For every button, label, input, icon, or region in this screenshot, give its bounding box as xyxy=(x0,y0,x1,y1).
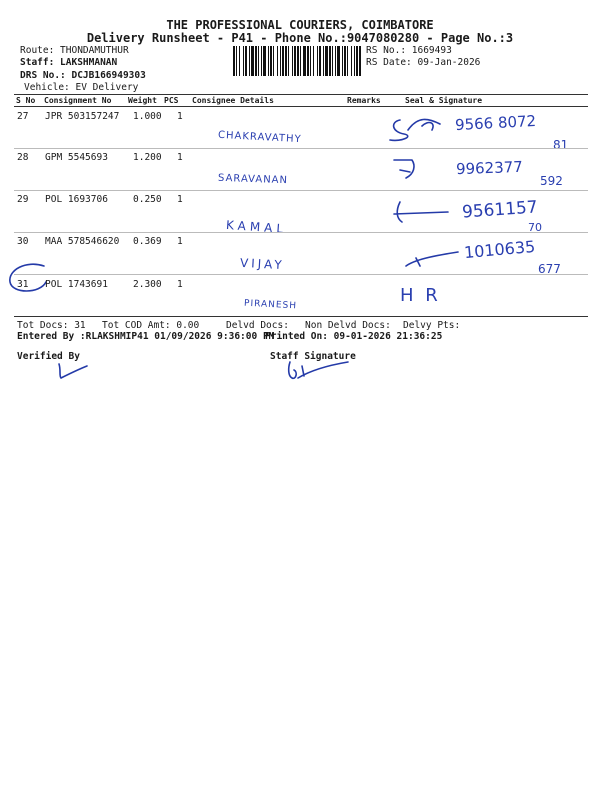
row-consignee-handwriting: PIRANESH xyxy=(243,298,298,312)
row-seal-handwriting-extra: 592 xyxy=(540,174,563,188)
verified-by-label: Verified By xyxy=(17,351,80,362)
footer-rule xyxy=(14,316,588,317)
row-pcs: 1 xyxy=(177,279,183,290)
row-seal-handwriting: 9962377 xyxy=(455,157,524,179)
row-seal-handwriting-extra: 70 xyxy=(528,221,542,234)
company-name: THE PROFESSIONAL COURIERS, COIMBATORE xyxy=(166,18,434,32)
row-pcs: 1 xyxy=(177,194,183,205)
col-remarks: Remarks xyxy=(347,96,381,105)
signature-icon xyxy=(392,198,452,228)
row-seal-handwriting: 9566 8072 xyxy=(454,111,537,135)
printed-on: Printed On: 09-01-2026 21:36:25 xyxy=(265,331,443,342)
rs-date: RS Date: 09-Jan-2026 xyxy=(366,57,481,68)
row-sno: 30 xyxy=(17,236,29,247)
staff: Staff: LAKSHMANAN xyxy=(20,57,118,68)
entered-by: Entered By :RLAKSHMIP41 01/09/2026 9:36:00 PM xyxy=(17,331,275,342)
vehicle: Vehicle: EV Delivery xyxy=(24,82,139,93)
row-divider xyxy=(14,190,588,191)
drs-number: DRS No.: DCJB166949303 xyxy=(20,70,146,81)
staff-signature-label: Staff Signature xyxy=(270,351,356,362)
row-divider xyxy=(14,232,588,233)
row-sno: 31 xyxy=(17,279,29,290)
row-sno: 27 xyxy=(17,111,29,122)
row-seal-handwriting: 1010635 xyxy=(463,236,536,263)
row-weight: 1.200 xyxy=(133,152,162,163)
row-consignment: POL 1743691 xyxy=(45,279,108,290)
header-bottom-rule xyxy=(14,106,588,107)
row-consignee-handwriting: KAMAL xyxy=(225,217,288,237)
row-pcs: 1 xyxy=(177,152,183,163)
row-consignee-handwriting: SARAVANAN xyxy=(217,172,289,187)
barcode-icon xyxy=(233,46,363,78)
row-weight: 1.000 xyxy=(133,111,162,122)
delivered-docs: Delvd Docs: xyxy=(226,320,289,331)
row-consignee-handwriting: CHAKRAVATHY xyxy=(217,129,302,146)
col-consignee: Consignee Details xyxy=(192,96,274,105)
non-delivered-docs: Non Delvd Docs: xyxy=(305,320,391,331)
row-divider xyxy=(14,148,588,149)
row-consignee-handwriting: VIJAY xyxy=(239,255,286,273)
verifier-signature-icon xyxy=(55,360,95,382)
route: Route: THONDAMUTHUR xyxy=(20,45,129,56)
row-consignment: POL 1693706 xyxy=(45,194,108,205)
row-divider xyxy=(14,274,588,275)
row-consignment: JPR 503157247 xyxy=(45,111,120,122)
signature-icon xyxy=(388,112,458,142)
row-consignment: GPM 5545693 xyxy=(45,152,108,163)
row-seal-handwriting-extra: 677 xyxy=(538,262,561,276)
col-seal-signature: Seal & Signature xyxy=(405,96,483,105)
col-consignment: Consignment No xyxy=(44,96,112,105)
row-pcs: 1 xyxy=(177,111,183,122)
runsheet-title: Delivery Runsheet - P41 - Phone No.:9047080280 - Page No.:3 xyxy=(86,31,514,45)
staff-signature-icon xyxy=(284,358,354,384)
header-top-rule xyxy=(14,94,588,95)
row-weight: 0.250 xyxy=(133,194,162,205)
total-docs: Tot Docs: 31 xyxy=(17,320,86,331)
row-seal-handwriting: H R xyxy=(400,285,441,306)
col-pcs: PCS xyxy=(164,96,179,105)
row-pcs: 1 xyxy=(177,236,183,247)
signature-icon xyxy=(402,244,462,274)
row-weight: 2.300 xyxy=(133,279,162,290)
rs-number: RS No.: 1669493 xyxy=(366,45,452,56)
col-sno: S No xyxy=(16,96,36,105)
total-cod-amount: Tot COD Amt: 0.00 xyxy=(102,320,200,331)
row-sno: 28 xyxy=(17,152,29,163)
signature-icon xyxy=(392,156,432,186)
col-weight: Weight xyxy=(128,96,157,105)
row-weight: 0.369 xyxy=(133,236,162,247)
row-seal-handwriting: 9561157 xyxy=(461,197,539,223)
row-sno: 29 xyxy=(17,194,29,205)
delivery-points: Delvy Pts: xyxy=(403,320,461,331)
row-consignment: MAA 578546620 xyxy=(45,236,120,247)
row-seal-handwriting-extra: 81 xyxy=(553,138,569,152)
